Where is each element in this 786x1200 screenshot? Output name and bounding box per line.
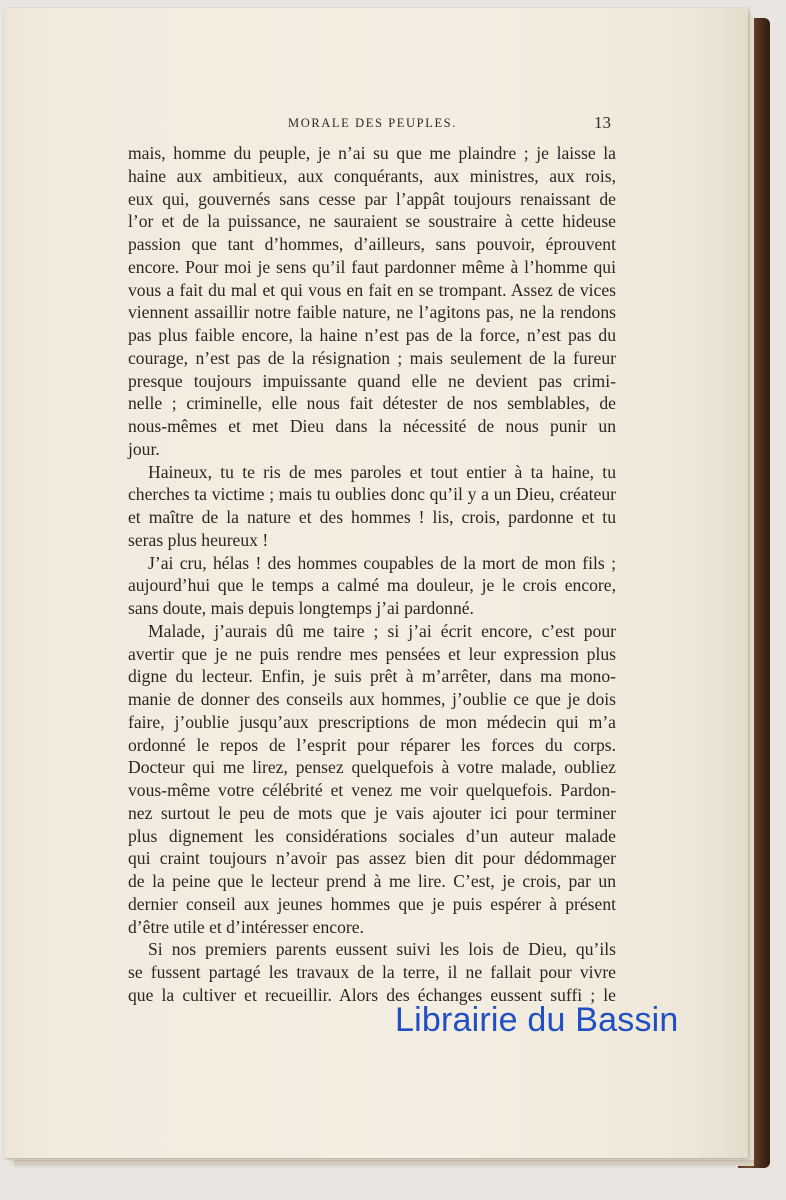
paragraph (128, 142, 616, 461)
watermark: Librairie du Bassin (395, 1001, 679, 1039)
text-line: haine aux ambitieux, aux conquérants, aux ministres, aux rois, (128, 165, 616, 186)
text-line: dernier conseil aux jeunes hommes que je puis espérer à présent (128, 893, 616, 914)
text-line: pas plus faible encore, la haine n’est pas de la force, n’est pas du (128, 325, 616, 345)
text-line: eux qui, gouvernés sans cesse par l’appât toujours renaissant de (128, 188, 616, 209)
text-line: se fussent partagé les travaux de la terre, il ne fallait pour vivre (128, 962, 616, 982)
text-line: faire, j’oublie jusqu’aux prescriptions de mon médecin qui m’a (128, 711, 616, 732)
paragraph (128, 552, 616, 620)
text-line: encore. Pour moi je sens qu’il faut pardonner même à l’homme qui (128, 256, 616, 277)
page-shadow (14, 1160, 754, 1170)
text-line: Docteur qui me lirez, pensez quelquefois à votre malade, oubliez (128, 757, 616, 778)
text-line: digne du lecteur. Enfin, je suis prêt à m’arrêter, dans ma mono- (128, 666, 616, 687)
text-line: nous-mêmes et met Dieu dans la nécessité de nous punir un (128, 416, 616, 436)
text-line: presque toujours impuissante quand elle ne devient pas crimi- (128, 370, 616, 391)
text-line: que la cultiver et recueillir. Alors des échanges eussent suffi ; le (128, 984, 616, 1005)
text-line: et maître de la nature et des hommes ! lis, crois, pardonne et tu (128, 507, 616, 527)
text-line: courage, n’est pas de la résignation ; mais seulement de la fureur (128, 347, 616, 368)
text-line: mais, homme du peuple, je n’ai su que me plaindre ; je laisse la (128, 143, 616, 163)
text-line: cherches ta victime ; mais tu oublies donc qu’il y a un Dieu, créateur (128, 484, 616, 505)
text-line: l’or et de la puissance, ne sauraient se soustraire à cette hideuse (128, 211, 616, 232)
text-line: nez surtout le peu de mots que je vais ajouter ici pour terminer (128, 802, 616, 823)
text-line: jour. (128, 438, 160, 459)
text-line: nelle ; criminelle, elle nous fait détester de nos semblables, de (128, 393, 616, 414)
text-line: sans doute, mais depuis longtemps j’ai pardonné. (128, 598, 474, 618)
paragraph (128, 620, 616, 939)
text-line: seras plus heureux ! (128, 529, 269, 550)
text-line: vous a fait du mal et qui vous en fait en se trompant. Assez de vices (128, 279, 616, 300)
page-number: 13 (594, 113, 611, 132)
text-line: de la peine que le lecteur prend à me lire. C’est, je crois, par un (128, 871, 616, 891)
running-head-title: MORALE DES PEUPLES. (288, 116, 457, 130)
body-text (128, 142, 616, 1007)
text-line: d’être utile et d’intéresser encore. (128, 916, 364, 937)
text-line: avertir que je ne puis rendre mes pensées et leur expression plus (128, 643, 616, 664)
text-line: passion que tant d’hommes, d’ailleurs, sans pouvoir, éprouvent (128, 234, 616, 254)
text-line: Malade, j’aurais dû me taire ; si j’ai écrit encore, c’est pour (148, 620, 616, 641)
text-line: Si nos premiers parents eussent suivi les lois de Dieu, qu’ils (148, 939, 616, 960)
text-line: aujourd’hui que le temps a calmé ma douleur, je le crois encore, (128, 575, 616, 596)
text-line: ordonné le repos de l’esprit pour réparer les forces du corps. (128, 734, 616, 755)
text-line: manie de donner des conseils aux hommes, j’oublie ce que je dois (128, 689, 616, 709)
paragraph (128, 461, 616, 552)
text-line: viennent assaillir notre faible nature, ne l’agitons pas, ne la rendons (128, 302, 616, 323)
text-line: plus dignement les considérations sociales d’un auteur malade (128, 825, 616, 846)
text-line: vous-même votre célébrité et venez me voir quelquefois. Pardon- (128, 780, 616, 800)
text-line: J’ai cru, hélas ! des hommes coupables de la mort de mon fils ; (148, 552, 616, 573)
paragraph (128, 938, 616, 1006)
text-line: Haineux, tu te ris de mes paroles et tout entier à ta haine, tu (148, 461, 616, 482)
text-line: qui craint toujours n’avoir pas assez bien dit pour dédommager (128, 848, 616, 869)
